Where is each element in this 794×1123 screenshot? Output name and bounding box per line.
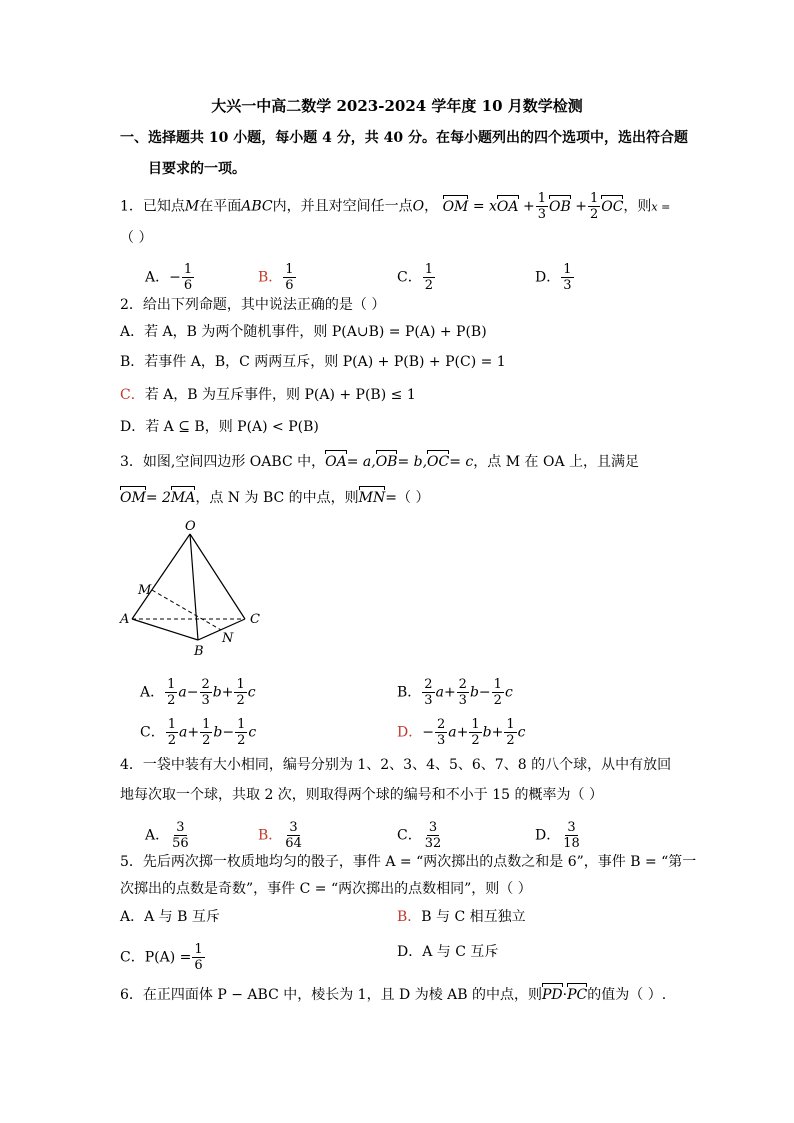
vector-oc: OC	[427, 454, 450, 470]
q2-stem: 2．给出下列命题，其中说法正确的是（ ）	[120, 297, 386, 313]
vector-mn: MN	[358, 490, 386, 506]
q4-option-c: C． $\frac{3}{32}$	[397, 820, 442, 851]
section-heading-line2: 目要求的一项。	[148, 161, 246, 177]
fraction: $\frac{2}{3}$	[424, 677, 433, 708]
label-n: N	[222, 631, 234, 646]
label-a: A	[120, 612, 130, 627]
fraction: $\frac{1}{2}$	[236, 677, 245, 708]
q4-option-a: A． $\frac{3}{56}$	[145, 820, 189, 851]
q4-option-d: D． $\frac{3}{18}$	[535, 820, 580, 851]
edge-oc	[190, 534, 245, 619]
fraction: $\frac{1}{2}$	[167, 717, 176, 748]
vector-ma: MA	[170, 490, 196, 506]
fraction: $\frac{3}{56}$	[172, 820, 189, 851]
q1-paren: （ ）	[120, 230, 153, 246]
label-b: B	[194, 644, 204, 659]
q6-stem: 6．在正四面体 P − ABC 中，棱长为 1，且 D 为棱 AB 的中点，则PD·PC的值为（ ）.	[120, 987, 667, 1003]
fraction: $\frac{1}{2}$	[493, 677, 502, 708]
label-o: O	[185, 520, 196, 534]
segment-mn-dashed	[152, 590, 221, 630]
q5-option-d: D．A 与 C 互斥	[397, 944, 499, 960]
fraction: $\frac{2}{3}$	[201, 677, 210, 708]
q5-option-c: C．P(A) = $\frac{1}{6}$	[120, 942, 203, 973]
page-title: 大兴一中高二数学 2023-2024 学年度 10 月数学检测	[211, 97, 583, 115]
q4-option-b: B． $\frac{3}{64}$	[258, 820, 302, 851]
vector-oa: OA	[496, 198, 519, 215]
fraction: $\frac{1}{2}$	[424, 262, 433, 293]
fraction: $\frac{1}{2}$	[167, 677, 176, 708]
label-c: C	[250, 612, 260, 627]
q3-option-d: D．− $\frac{2}{3}$ a+ $\frac{1}{2}$ b+ $\frac{1}{2}$ c	[397, 717, 526, 748]
edge-ab	[132, 619, 198, 640]
q5-stem-line1: 5．先后两次掷一枚质地均匀的骰子，事件 A = “两次掷出的点数之和是 6”，事件 B = “第一	[120, 854, 697, 870]
fraction: $\frac{1}{6}$	[285, 262, 294, 293]
vector-pd: PD	[542, 987, 563, 1003]
fraction: $\frac{3}{18}$	[563, 820, 580, 851]
vector-pc: PC	[567, 987, 588, 1003]
section-heading-line1: 一、选择题共 10 小题，每小题 4 分，共 40 分。在每小题列出的四个选项中，选出符合题	[120, 130, 688, 146]
fraction: $\frac{3}{32}$	[424, 820, 442, 851]
edge-ob	[190, 534, 198, 640]
fraction: $\frac{1}{2}$	[471, 717, 480, 748]
q2-option-c: C．若 A，B 为互斥事件，则 P(A) + P(B) ≤ 1	[120, 387, 416, 403]
fraction: $\frac{1}{2}$	[589, 191, 599, 222]
q1-option-a: A．− $\frac{1}{6}$	[145, 262, 193, 293]
fraction: $\frac{1}{2}$	[506, 717, 515, 748]
label-m: M	[138, 583, 152, 598]
q1-stem: 1．已知点M在平面ABC内，并且对空间任一点O， OM = xOA + $\frac{1}{3}$ OB + $\frac{1}{2}$ OC，则x =	[120, 191, 671, 222]
q3-option-c: C． $\frac{1}{2}$ a+ $\frac{1}{2}$ b− $\frac{1}{2}$ c	[140, 717, 257, 748]
q5-stem-line2: 次掷出的点数是奇数”，事件 C = “两次掷出的点数相同”，则（ ）	[120, 881, 532, 897]
fraction: $\frac{2}{3}$	[436, 717, 446, 748]
q2-option-b: B．若事件 A，B，C 两两互斥，则 P(A) + P(B) + P(C) = 1	[120, 354, 506, 370]
vector-ob: OB	[548, 198, 571, 215]
fraction: $\frac{2}{3}$	[458, 677, 467, 708]
q3-option-b: B． $\frac{2}{3}$ a+ $\frac{2}{3}$ b− $\frac{1}{2}$ c	[397, 677, 513, 708]
q3-stem-line2: OM= 2MA，点 N 为 BC 的中点，则MN=（ ）	[120, 490, 430, 506]
q2-option-a: A．若 A，B 为两个随机事件，则 P(A∪B) = P(A) + P(B)	[120, 324, 487, 340]
q3-option-a: A． $\frac{1}{2}$ a− $\frac{2}{3}$ b+ $\frac{1}{2}$ c	[140, 677, 256, 708]
fraction: $\frac{1}{2}$	[237, 717, 246, 748]
q1-option-b: B． $\frac{1}{6}$	[258, 262, 294, 293]
q2-option-d: D．若 A ⊆ B，则 P(A) < P(B)	[120, 419, 319, 435]
fraction: $\frac{1}{6}$	[183, 262, 193, 293]
vector-om: OM	[442, 198, 469, 215]
fraction: $\frac{1}{2}$	[202, 717, 211, 748]
q4-stem-line1: 4．一袋中装有大小相同，编号分别为 1、2、3、4、5、6、7、8 的八个球，从中有放回	[120, 757, 672, 773]
vector-oc: OC	[601, 198, 624, 215]
q5-option-b: B．B 与 C 相互独立	[397, 909, 526, 925]
edge-oa	[132, 534, 190, 619]
tetrahedron-figure	[110, 520, 270, 660]
vector-ob: OB	[375, 454, 398, 470]
q5-option-a: A．A 与 B 互斥	[120, 909, 220, 925]
vector-om: OM	[120, 490, 146, 506]
fraction: $\frac{3}{64}$	[285, 820, 302, 851]
q1-option-d: D． $\frac{1}{3}$	[535, 262, 572, 293]
q4-stem-line2: 地每次取一个球，共取 2 次，则取得两个球的编号和不小于 15 的概率为（ ）	[120, 787, 603, 803]
q3-stem-line1: 3．如图,空间四边形 OABC 中，OA= a,OB= b,OC= c，点 M 在 OA 上，且满足	[120, 454, 640, 470]
fraction: $\frac{1}{3}$	[537, 191, 546, 222]
q1-option-c: C． $\frac{1}{2}$	[397, 262, 433, 293]
fraction: $\frac{1}{3}$	[563, 262, 572, 293]
vector-oa: OA	[325, 454, 347, 470]
